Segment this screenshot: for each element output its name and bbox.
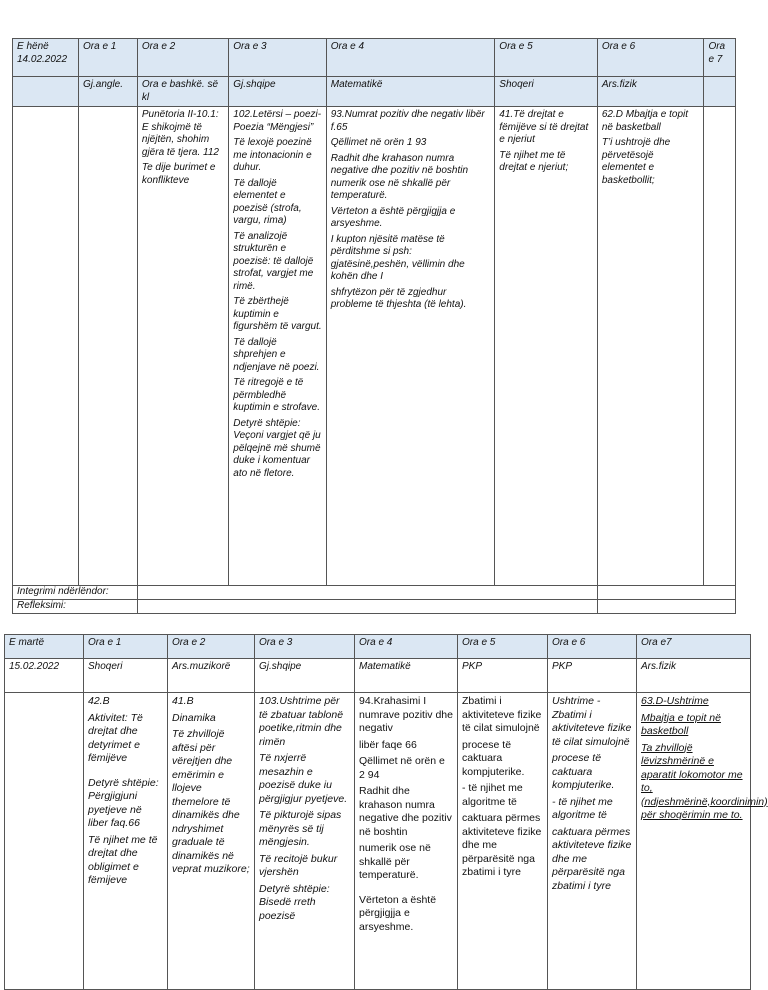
subject-cell: Gj.shqipe [229,77,326,107]
lesson-line [88,769,163,777]
lesson-cell [326,107,495,586]
schedule-table-tuesday [4,634,768,990]
lesson-cell [597,107,704,586]
lesson-line: Të dallojë elementet e poezisë (strofa, vargu, rima) [233,177,302,226]
hour-header: Ora e 4 [326,39,495,77]
lesson-cell [168,693,255,990]
lesson-line: procese të caktuara kompjuterike. [552,752,615,791]
date-cell [13,39,79,77]
lesson-line: Të lexojë poezinë me intonacionin e duhur. [233,137,312,173]
lesson-line: Të ritregojë e të përmbledhë kuptimin e strofave. [233,377,320,413]
lesson-line: 102.Letërsi – poezi-Poezia “Mëngjesi” [233,109,322,133]
content-cell-empty [13,107,79,586]
lesson-cell [79,107,138,586]
lesson-cell [229,107,326,586]
hour-header: Ora e 6 [548,635,637,659]
hour-header: Ora e 5 [495,39,598,77]
lesson-cell [495,107,598,586]
lesson-line: caktuara përmes aktiviteteve fizike dhe me përparësitë nga zbatimi i tyre [462,812,542,878]
lesson-line: Të nxjerrë mesazhin e poezisë duke iu përgjigjur pyetjeve. [259,752,348,805]
lesson-line: Mbajtja e topit në basketboll [641,711,721,737]
lesson-line: 41.Të drejtat e fëmijëve si të drejtat e njeriut [499,109,589,145]
lesson-line: Të recitojë bukur vjershën [259,852,338,878]
lesson-line: Vërteton a është përgjigjja e arsyeshme. [359,893,437,933]
reflection-value-2 [597,600,735,614]
integration-value [137,586,597,600]
subject-cell: Matematikë [326,77,495,107]
lesson-line: Të dallojë shprehjen e ndjenjave në poezi. [233,336,320,373]
subject-cell: Matematikë [355,659,458,693]
subject-cell: Ora e bashkë. së kl [137,77,228,107]
hour-header: Ora e 5 [458,635,548,659]
lesson-line [359,886,453,894]
hour-header: Ora e 1 [84,635,168,659]
date-label: 15.02.2022 [5,659,84,693]
lesson-line: Punëtoria II-10.1: E shikojmë të njëjtën, shohim gjëra të tjera. 112 [141,109,219,158]
lesson-line: libër faqe 66 [359,738,417,751]
lesson-cell [548,693,637,990]
hour-header: Ora e 4 [355,635,458,659]
lesson-line: Aktivitet: Të drejtat dhe detyrimet e fëmijëve [88,711,143,764]
integration-label: Integrimi ndërlëndor: [13,586,138,600]
lesson-line: procese të caktuara kompjuterike. [462,738,525,778]
lesson-line: Qëllimet në orën e 2 94 [359,755,445,781]
lesson-line: Të analizojë strukturën e poezisë: të dallojë strofat, vargjet me rimë. [233,230,314,292]
hour-header: Ora e 2 [168,635,255,659]
lesson-line: Ushtrime - Zbatimi i aktiviteteve fizike të cilat simulojnë [552,695,632,748]
lesson-line: 62.D Mbajtja e topit në basketball [601,109,689,133]
lesson-cell [137,107,228,586]
subject-cell: Shoqeri [84,659,168,693]
lesson-line: Të njihet me të drejtat dhe obligimet e fëmijeve [88,833,158,886]
lesson-line: 41.B [172,695,194,707]
lesson-cell [704,107,736,586]
subject-cell-empty [704,77,736,107]
lesson-line: - të njihet me algoritme të [552,795,613,821]
lesson-line: Detyrë shtëpie: Veçoni vargjet që ju pëlqejnë më shumë duke i komentuar ato në fletore. [233,417,321,479]
subject-cell: Ars.fizik [637,659,751,693]
lesson-line: shfrytëzon për të zgjedhur probleme të thjeshta (të lehta). [330,286,467,310]
schedule-table-monday [12,38,736,614]
subject-cell: Gj.shqipe [255,659,355,693]
lesson-line: - të njihet me algoritme të [462,782,523,808]
day-label: E martë [5,635,84,659]
lesson-line: 94.Krahasimi I numrave pozitiv dhe negativ [359,695,453,734]
lesson-line: Ta zhvillojë lëvizshmërinë e aparatit lokomotor me to,(ndjeshmërinë,koordinimin) për shoqërimin me to. [641,741,768,821]
hour-header: Ora e 7 [704,39,736,77]
hour-header: Ora e 6 [597,39,704,77]
lesson-line: T’i ushtrojë dhe përvetësojë elementet e basketbollit; [601,137,671,186]
lesson-line: Të njihet me të drejtat e njeriut; [499,149,569,173]
lesson-line: 103.Ushtrime për të zbatuar tablonë poetike,ritmin dhe rimën [259,695,344,748]
lesson-line: Të zhvillojë aftësi për vërejtjen dhe emërimin e llojeve themelore të dinamikës dhe ndryshimet graduale të dinamikës në veprat muzikore; [172,728,250,875]
subject-cell: Ars.fizik [597,77,704,107]
lesson-line: caktuara përmes aktiviteteve fizike dhe me përparësitë nga zbatimi i tyre [552,825,632,892]
lesson-line: numerik ose në shkallë për temperaturë. [359,842,431,881]
lesson-cell [355,693,458,990]
lesson-cell [458,693,548,990]
hour-header: Ora e 3 [229,39,326,77]
subject-cell-empty [13,77,79,107]
date-label: E hënë 14.02.2022 [17,41,68,65]
lesson-line: Të zbërthejë kuptimin e figurshëm të vargut. [233,296,322,332]
lesson-line: Te dije burimet e konfliktevе [141,162,216,186]
lesson-line: I kupton njësitë matëse të përditshme si psh: gjatësinë,peshën, vëllimin dhe kohën dhe I [330,233,465,282]
subject-cell: Gj.angle. [79,77,138,107]
lesson-line: Dinamika [172,711,216,724]
subject-cell: Ars.muzikorë [168,659,255,693]
integration-value-2 [597,586,735,600]
subject-cell: PKP [458,659,548,693]
lesson-line: Zbatimi i aktiviteteve fizike të cilat simulojnë [462,695,542,734]
hour-header: Ora e7 [637,635,751,659]
hour-header: Ora e 2 [137,39,228,77]
hour-header: Ora e 1 [79,39,138,77]
lesson-cell [637,693,768,990]
lesson-line: Radhit dhe krahason numra negative dhe pozitiv në boshtin [359,785,452,838]
lesson-line: Detyrë shtëpie: Bisedë rreth poezisë [259,882,330,922]
lesson-line: Vërteton a është përgjigjja e arsyeshme. [330,205,456,229]
lesson-line: Detyrë shtëpie: Përgjigjuni pyetjeve në liber faq.66 [88,776,159,829]
reflection-value [137,600,597,614]
lesson-line: 42.B [88,695,110,707]
lesson-line: Qëllimet në orën 1 93 [330,137,427,148]
lesson-line: 93.Numrat pozitiv dhe negativ libër f.65 [330,109,485,133]
lesson-cell [255,693,355,990]
subject-cell: PKP [548,659,637,693]
hour-header: Ora e 3 [255,635,355,659]
lesson-line: 63.D-Ushtrime [641,695,709,707]
content-cell-empty [5,693,84,990]
lesson-cell [84,693,168,990]
subject-cell: Shoqeri [495,77,598,107]
lesson-line: Radhit dhe krahason numra negative dhe pozitiv në boshtin numerik ose në shkallë për temperaturë. [330,152,469,201]
lesson-line: Të pikturojë sipas mënyrës së tij mëngjesin. [259,809,342,848]
reflection-label: Refleksimi: [13,600,138,614]
